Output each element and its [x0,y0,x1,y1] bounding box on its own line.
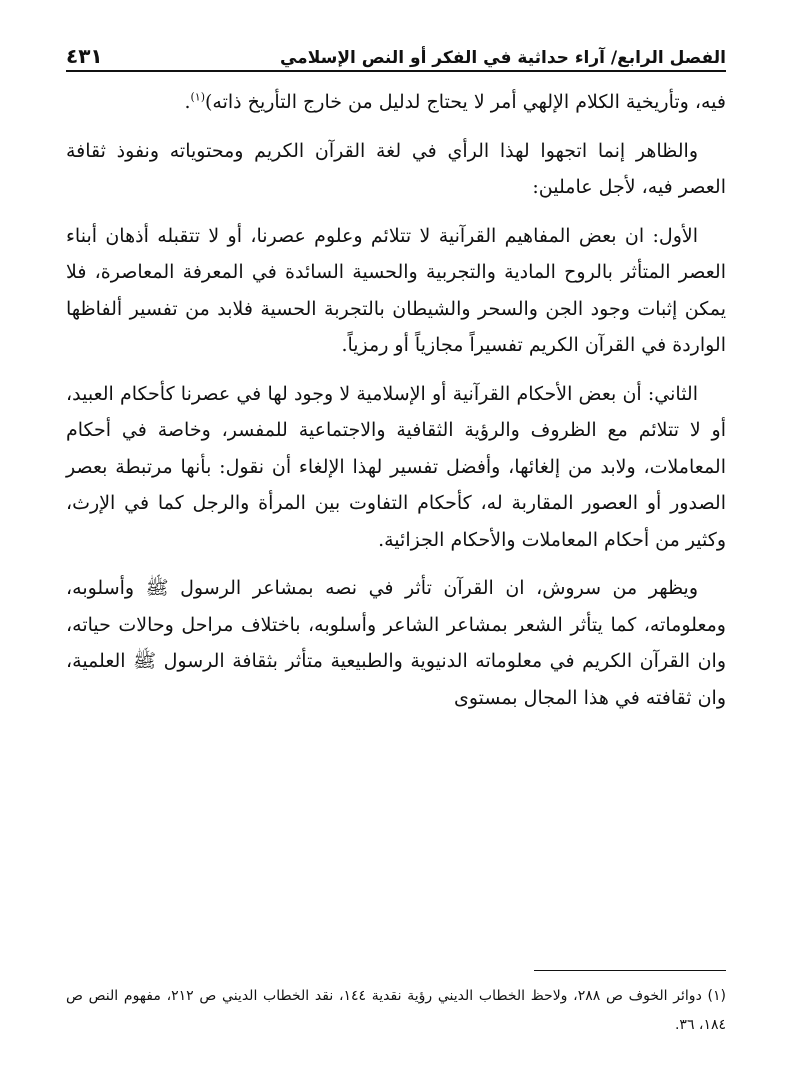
paragraph-quote-period: . [184,91,191,113]
paragraph-quote-end [66,84,726,121]
paragraph-quote-text: فيه، وتأريخية الكلام الإلهي أمر لا يحتاج لدليل من خارج التأريخ ذاته) [205,91,726,113]
main-text [66,84,726,728]
running-header [66,28,726,68]
header-rule [66,70,726,72]
paragraph-two-factors: والظاهر إنما اتجهوا لهذا الرأي في لغة القرآن الكريم ومحتوياته ونفوذ ثقافة العصر فيه، لأجل عاملين: [66,139,726,198]
footnote-reference: (١) [190,90,206,104]
page-number: ٤٣١ [66,44,103,68]
footnote-rule [534,970,726,971]
paragraph-second-factor: الثاني: أن بعض الأحكام القرآنية أو الإسلامية لا وجود لها في عصرنا كأحكام العبيد، أو لا تتلائم مع الظروف والرؤية الثقافية والاجتماعية للمفسر، وخاصة في أحكام المعاملات، ولابد من إلغائها، وأفضل تفسير لهذا الإلغاء أن نقول: بأنها مرتبطة بعصر الصدور أو العصور المقاربة له، كأحكام التفاوت بين المرأة والرجل كما في الإرث، وكثير من أحكام المعاملات والأحكام الجزائية. [66,382,726,551]
chapter-running-title: الفصل الرابع/ آراء حداثية في الفكر أو النص الإسلامي [279,48,726,68]
paragraph-first-factor: الأول: ان بعض المفاهيم القرآنية لا تتلائم وعلوم عصرنا، أو لا تتقبله أذهان أبناء العصر المتأثر بالروح المادية والتجربية والحسية السائدة في المعرفة المعاصرة، فلا يمكن إثبات وجود الجن والسحر والشيطان بالتجربة الحسية فلابد من تفسير ألفاظها الواردة في القرآن الكريم تفسيراً مجازياً أو رمزياً. [66,224,726,356]
footnote-section [66,982,726,1040]
paragraph-soroush: ويظهر من سروش، ان القرآن تأثر في نصه بمشاعر الرسول ﷺ وأسلوبه، ومعلوماته، كما يتأثر الشعر بمشاعر الشاعر وأسلوبه، باختلاف مراحل وحالات حياته، وان القرآن الكريم في معلوماته الدنيوية والطبيعية متأثر بثقافة الرسول ﷺ العلمية، وان ثقافته في هذا المجال بمستوى [66,577,726,709]
footnote-1: (١) دوائر الخوف ص ٢٨٨، ولاحظ الخطاب الديني رؤية نقدية ١٤٤، نقد الخطاب الديني ص ٢١٢، مفهوم النص ص ١٨٤، ٣٦. [66,988,726,1033]
